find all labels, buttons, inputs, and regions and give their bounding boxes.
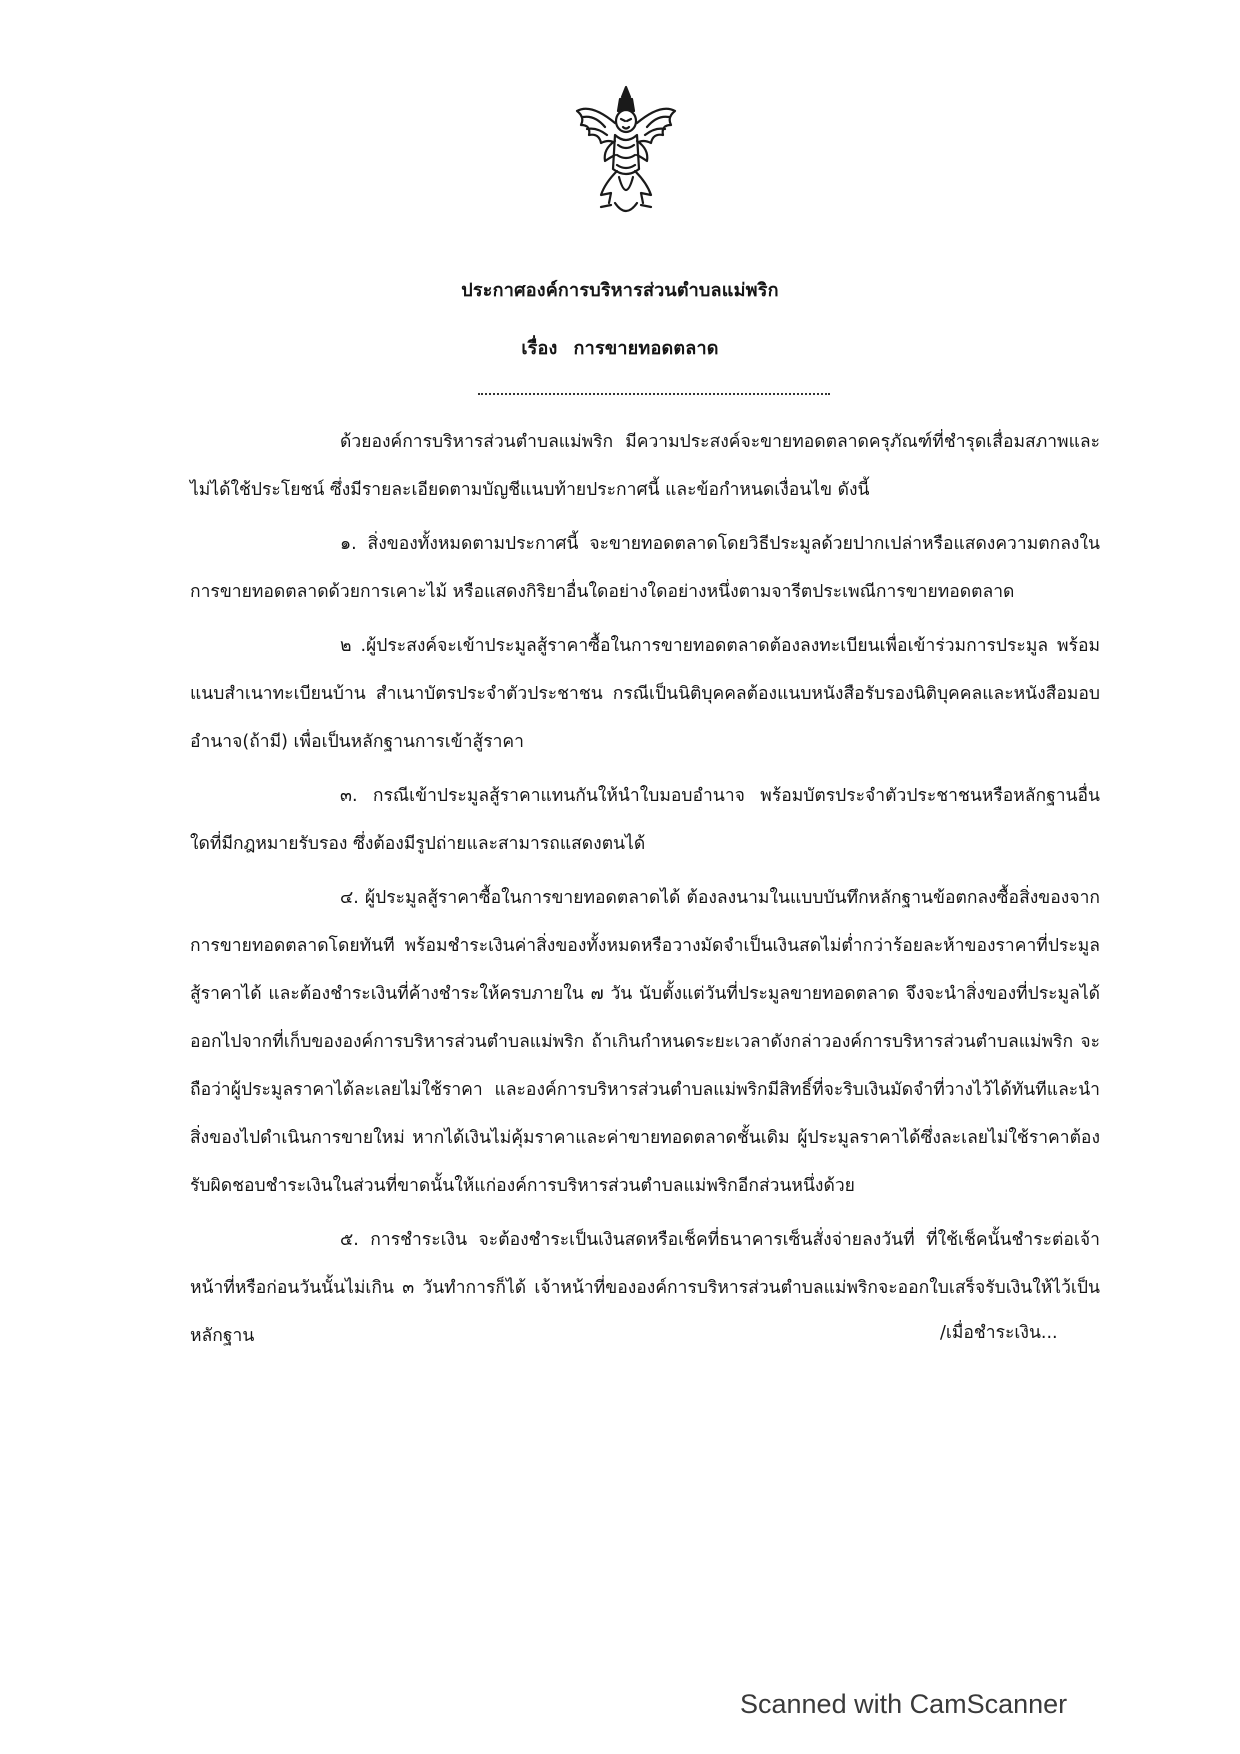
- dotted-divider: [478, 393, 830, 395]
- paragraph-clause-3: ๓. กรณีเข้าประมูลสู้ราคาแทนกันให้นำใบมอบอำนาจ พร้อมบัตรประจำตัวประชาชนหรือหลักฐานอื่นใดที่มีกฎหมายรับรอง ซึ่งต้องมีรูปถ่ายและสามารถแสดงตนได้: [190, 786, 1100, 854]
- paragraph-clause-5: ๕. การชำระเงิน จะต้องชำระเป็นเงินสดหรือเช็คที่ธนาคารเซ็นสั่งจ่ายลงวันที่ ที่ใช้เช็คนั้นชำระต่อเจ้าหน้าที่หรือก่อนวันนั้นไม่เกิน ๓ วันทำการก็ได้ เจ้าหน้าที่ขององค์การบริหารส่วนตำบลแม่พริกจะออกใบเสร็จรับเงินให้ไว้เป็นหลักฐาน: [190, 1230, 1100, 1346]
- paragraph-clause-4: ๔. ผู้ประมูลสู้ราคาซื้อในการขายทอดตลาดได้ ต้องลงนามในแบบบันทึกหลักฐานข้อตกลงซื้อสิ่งของจากการขายทอดตลาดโดยทันที พร้อมชำระเงินค่าสิ่งของทั้งหมดหรือวางมัดจำเป็นเงินสดไม่ต่ำกว่าร้อยละห้าของราคาที่ประมูลสู้ราคาได้ และต้องชำระเงินที่ค้างชำระให้ครบภายใน ๗ วัน นับตั้งแต่วันที่ประมูลขายทอดตลาด จึงจะนำสิ่งของที่ประมูลได้ออกไปจากที่เก็บขององค์การบริหารส่วนตำบลแม่พริก ถ้าเกินกำหนดระยะเวลาดังกล่าวองค์การบริหารส่วนตำบลแม่พริก จะถือว่าผู้ประมูลราคาได้ละเลยไม่ใช้ราคา และองค์การบริหารส่วนตำบลแม่พริกมีสิทธิ์ที่จะริบเงินมัดจำที่วางไว้ได้ทันทีและนำสิ่งของไปดำเนินการขายใหม่ หากได้เงินไม่คุ้มราคาและค่าขายทอดตลาดชั้นเดิม ผู้ประมูลราคาได้ซึ่งละเลยไม่ใช้ราคาต้องรับผิดชอบชำระเงินในส่วนที่ขาดนั้นให้แก่องค์การบริหารส่วนตำบลแม่พริกอีกส่วนหนึ่งด้วย: [190, 888, 1100, 1196]
- paragraph-intro: ด้วยองค์การบริหารส่วนตำบลแม่พริก มีความประสงค์จะขายทอดตลาดครุภัณฑ์ที่ชำรุดเสื่อมสภาพและไม่ได้ใช้ประโยชน์ ซึ่งมีรายละเอียดตามบัญชีแนบท้ายประกาศนี้ และข้อกำหนดเงื่อนไข ดังนี้: [190, 432, 1100, 500]
- garuda-emblem-icon: [571, 83, 681, 223]
- announcement-subject: [0, 333, 1240, 362]
- continuation-note: /เมื่อชำระเงิน...: [940, 1323, 1058, 1343]
- announcement-body: [190, 418, 1100, 1360]
- paragraph-clause-2: ๒ .ผู้ประสงค์จะเข้าประมูลสู้ราคาซื้อในการขายทอดตลาดต้องลงทะเบียนเพื่อเข้าร่วมการประมูล พร้อมแนบสำเนาทะเบียนบ้าน สำเนาบัตรประจำตัวประชาชน กรณีเป็นนิติบุคคลต้องแนบหนังสือรับรองนิติบุคคลและหนังสือมอบอำนาจ(ถ้ามี) เพื่อเป็นหลักฐานการเข้าสู้ราคา: [190, 636, 1100, 752]
- announcement-title: ประกาศองค์การบริหารส่วนตำบลแม่พริก: [461, 280, 779, 301]
- scanner-watermark: Scanned with CamScanner: [740, 1689, 1068, 1719]
- subject-text: การขายทอดตลาด: [573, 338, 719, 359]
- paragraph-clause-1: ๑. สิ่งของทั้งหมดตามประกาศนี้ จะขายทอดตลาดโดยวิธีประมูลด้วยปากเปล่าหรือแสดงความตกลงในการขายทอดตลาดด้วยการเคาะไม้ หรือแสดงกิริยาอื่นใดอย่างใดอย่างหนึ่งตามจารีตประเพณีการขายทอดตลาด: [190, 534, 1100, 602]
- subject-label: เรื่อง: [521, 338, 558, 359]
